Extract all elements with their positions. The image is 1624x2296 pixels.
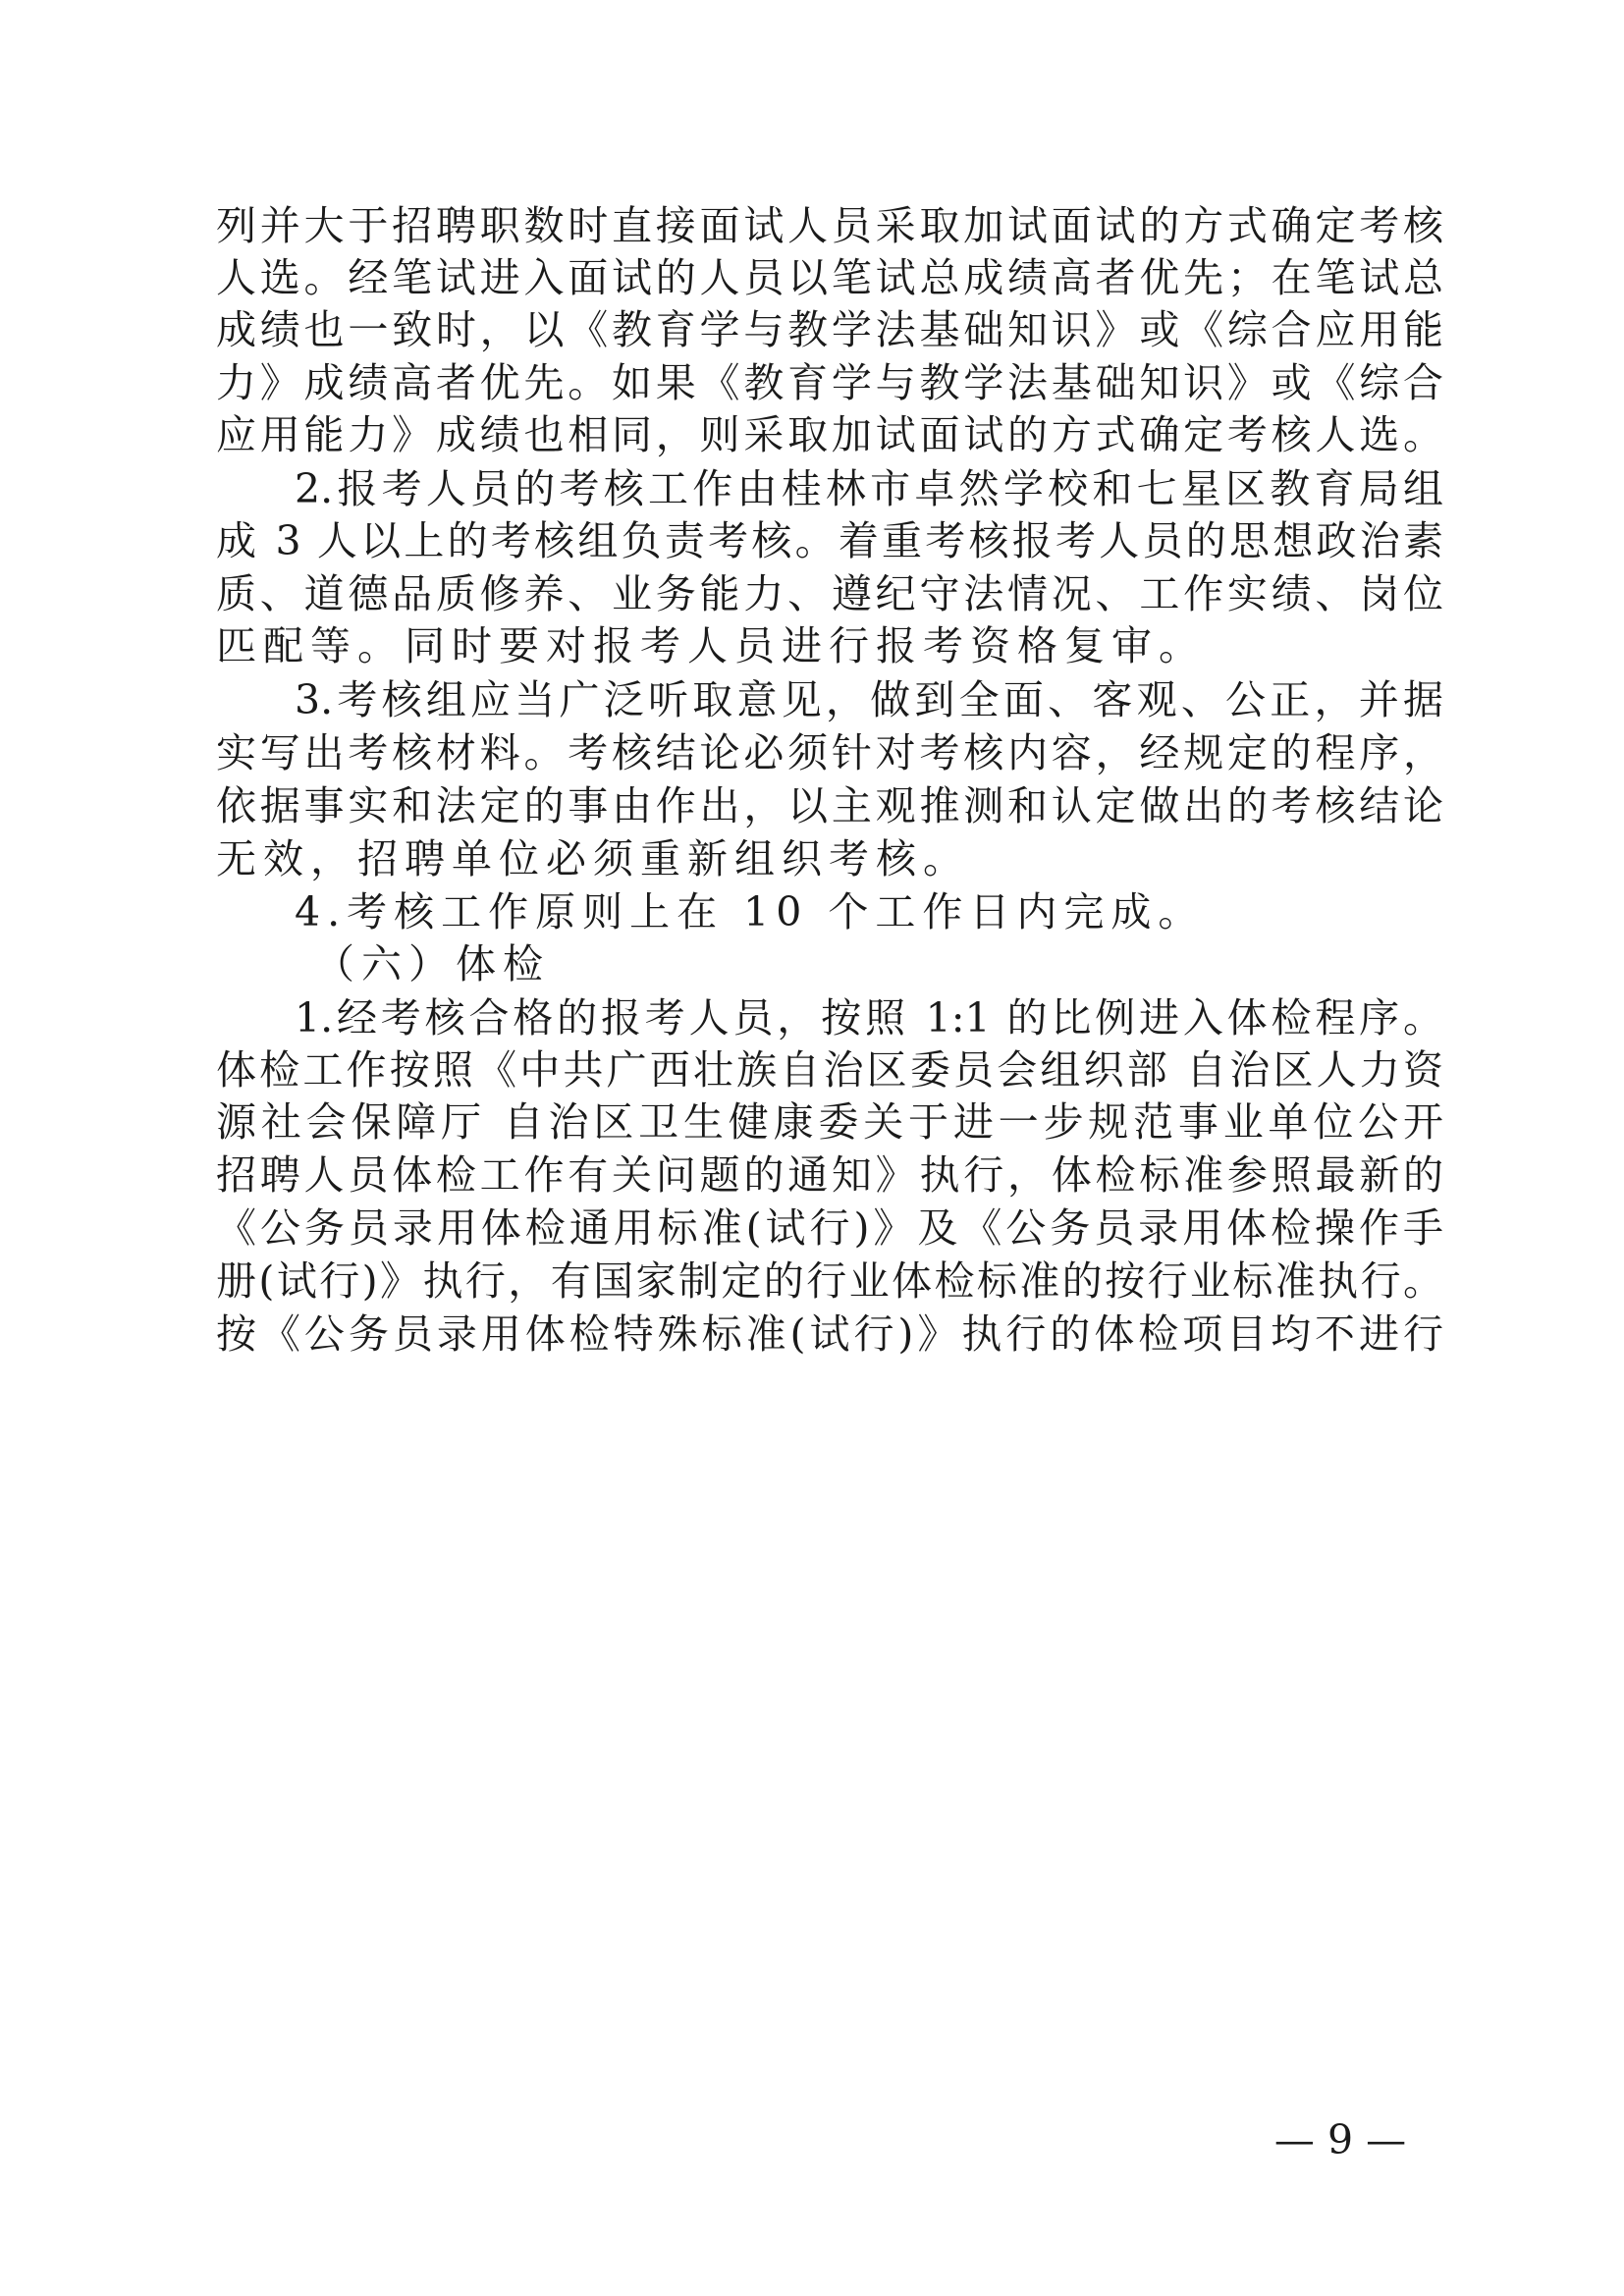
body-text-line: 列并大于招聘职数时直接面试人员采取加试面试的方式确定考核 xyxy=(216,202,1443,249)
body-text-line: 力》成绩高者优先。如果《教育学与教学法基础知识》或《综合 xyxy=(216,359,1443,406)
body-text-line: 1.经考核合格的报考人员，按照 1:1 的比例进入体检程序。 xyxy=(295,994,1443,1041)
body-text-line: 招聘人员体检工作有关问题的通知》执行，体检标准参照最新的 xyxy=(216,1151,1443,1199)
body-text-line: 依据事实和法定的事由作出，以主观推测和认定做出的考核结论 xyxy=(216,782,1443,829)
body-text-line: 源社会保障厅 自治区卫生健康委关于进一步规范事业单位公开 xyxy=(216,1098,1443,1146)
body-text-line: 《公务员录用体检通用标准(试行)》及《公务员录用体检操作手 xyxy=(216,1204,1443,1252)
body-text-line: 体检工作按照《中共广西壮族自治区委员会组织部 自治区人力资 xyxy=(216,1046,1443,1094)
body-text-line: 质、道德品质修养、业务能力、遵纪守法情况、工作实绩、岗位 xyxy=(216,570,1443,617)
body-text-line: 成绩也一致时，以《教育学与教学法基础知识》或《综合应用能 xyxy=(216,306,1443,353)
body-text-line: 2.报考人员的考核工作由桂林市卓然学校和七星区教育局组 xyxy=(295,465,1443,512)
section-heading: （六）体检 xyxy=(314,940,550,988)
body-text-line: 按《公务员录用体检特殊标准(试行)》执行的体检项目均不进行 xyxy=(216,1310,1443,1358)
body-text-line: 册(试行)》执行，有国家制定的行业体检标准的按行业标准执行。 xyxy=(216,1257,1443,1305)
body-text-line: 3.考核组应当广泛听取意见，做到全面、客观、公正，并据 xyxy=(295,676,1443,723)
body-text-line: 人选。经笔试进入面试的人员以笔试总成绩高者优先；在笔试总 xyxy=(216,254,1443,301)
body-text-line: 无效，招聘单位必须重新组织考核。 xyxy=(216,835,970,882)
page-number: — 9 — xyxy=(1273,2116,1407,2163)
body-text-line: 4.考核工作原则上在 10 个工作日内完成。 xyxy=(295,888,1206,935)
body-text-line: 应用能力》成绩也相同，则采取加试面试的方式确定考核人选。 xyxy=(216,411,1443,458)
body-text-line: 成 3 人以上的考核组负责考核。着重考核报考人员的思想政治素 xyxy=(216,517,1443,564)
body-text-line: 匹配等。同时要对报考人员进行报考资格复审。 xyxy=(216,622,1206,669)
body-text-line: 实写出考核材料。考核结论必须针对考核内容，经规定的程序， xyxy=(216,729,1443,776)
